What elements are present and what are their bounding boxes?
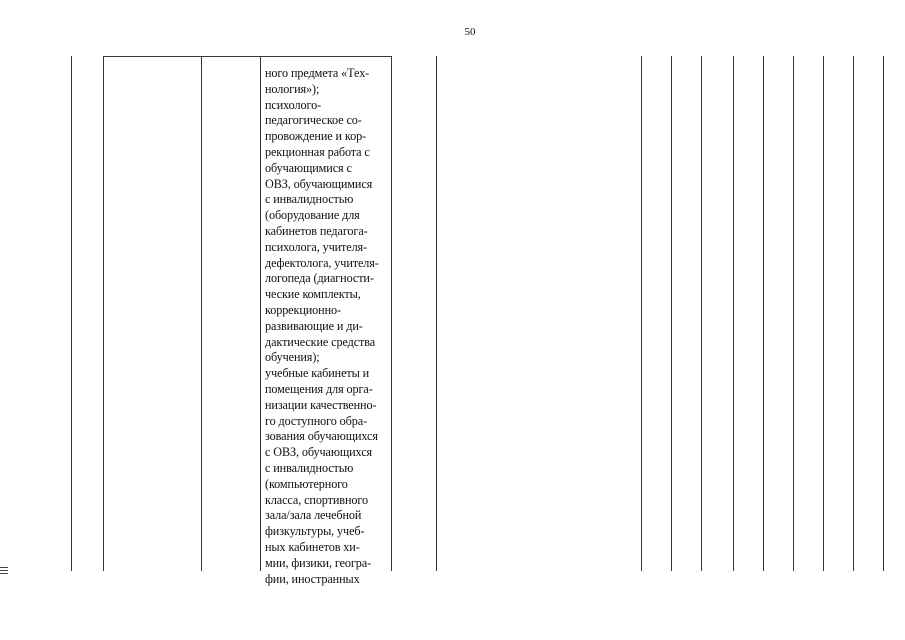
- table-border-line: [71, 56, 72, 571]
- cell-text-line: психолого-: [265, 97, 322, 112]
- cell-text-line: провождение и кор-: [265, 129, 367, 144]
- cell-text-line: коррекционно-: [265, 302, 341, 317]
- cell-text-line: обучения);: [265, 350, 320, 365]
- table-column-divider: [391, 56, 392, 571]
- page-number: 50: [464, 26, 476, 38]
- table-column-divider: [853, 56, 854, 571]
- cell-text-line: кабинетов педагога-: [265, 223, 368, 238]
- cell-text-line: фии, иностранных: [265, 571, 360, 586]
- cell-text-line: го доступного обра-: [265, 413, 368, 428]
- table-column-divider: [671, 56, 672, 571]
- table-column-divider: [260, 56, 261, 571]
- table-column-divider: [641, 56, 642, 571]
- table-column-divider: [763, 56, 764, 571]
- cell-text-line: психолога, учителя-: [265, 239, 368, 254]
- table-column-divider: [701, 56, 702, 571]
- cell-text-line: логопеда (диагности-: [265, 271, 374, 286]
- cell-text-line: ОВЗ, обучающимися: [265, 176, 373, 191]
- cell-text-line: ного предмета «Тех-: [265, 66, 370, 80]
- cell-text-line: педагогическое со-: [265, 113, 362, 128]
- cell-text-line: зования обучающихся: [265, 429, 378, 444]
- table-column-divider: [823, 56, 824, 571]
- table-column-divider: [201, 56, 202, 571]
- cell-text-line: (компьютерного: [265, 476, 348, 491]
- cell-text-line: ных кабинетов хи-: [265, 539, 360, 554]
- table-cell-text: [265, 66, 391, 587]
- cell-text-line: класса, спортивного: [265, 492, 368, 507]
- cell-text-line: с инвалидностью: [265, 192, 354, 207]
- cell-text-line: физкультуры, учеб-: [265, 524, 365, 539]
- cell-text-line: обучающимися с: [265, 160, 352, 175]
- table-column-divider: [436, 56, 437, 571]
- cell-text-line: с ОВЗ, обучающихся: [265, 445, 373, 460]
- cell-text-line: рекционная работа с: [265, 144, 370, 159]
- cell-text-line: с инвалидностью: [265, 460, 354, 475]
- cell-text-line: мии, физики, геогра-: [265, 555, 372, 570]
- scan-edge-mark: [0, 567, 8, 576]
- table-column-divider: [733, 56, 734, 571]
- table-column-divider: [793, 56, 794, 571]
- cell-text-line: дактические средства: [265, 334, 376, 349]
- cell-text-line: дефектолога, учителя-: [265, 255, 379, 270]
- cell-text-line: помещения для орга-: [265, 381, 373, 396]
- cell-text-line: развивающие и ди-: [265, 318, 363, 333]
- cell-text-line: учебные кабинеты и: [265, 366, 370, 381]
- cell-text-line: низации качественно-: [265, 397, 377, 412]
- cell-text-line: ческие комплекты,: [265, 287, 361, 302]
- table-top-border: [103, 56, 391, 57]
- cell-text-line: нология»);: [265, 81, 320, 96]
- cell-text-line: зала/зала лечебной: [265, 508, 362, 523]
- table-border-line: [883, 56, 884, 571]
- cell-text-line: (оборудование для: [265, 208, 360, 223]
- table-column-divider: [103, 56, 104, 571]
